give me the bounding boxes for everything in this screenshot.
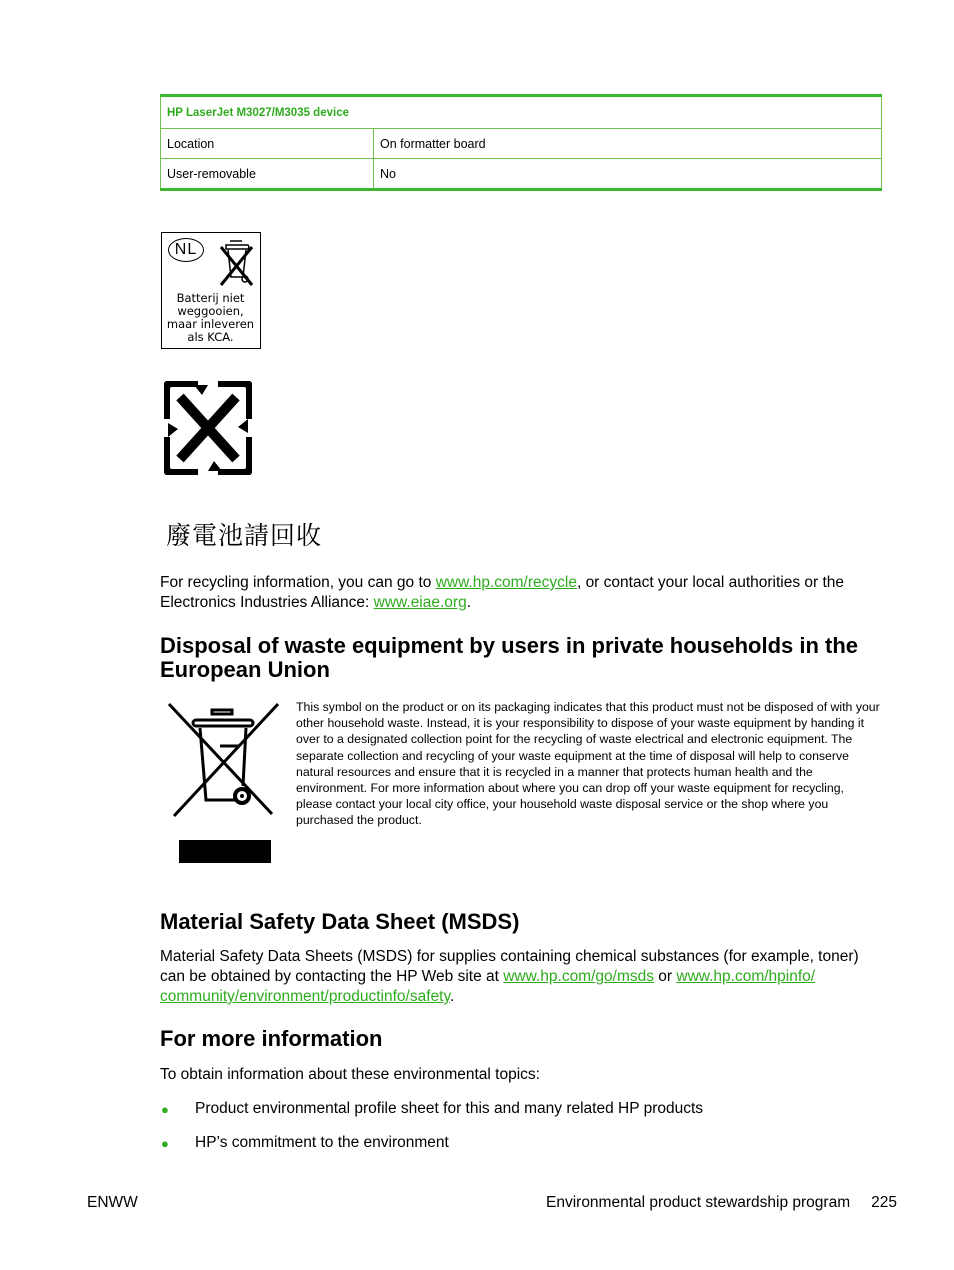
table-cell-label: User-removable: [161, 159, 374, 190]
disposal-heading: Disposal of waste equipment by users in private households in the European Union: [160, 633, 859, 682]
page-number: 225: [871, 1194, 897, 1211]
nl-label-line: weggooien,: [177, 304, 244, 318]
list-item-text: Product environmental profile sheet for this and many related HP products: [195, 1100, 704, 1117]
table-header-row: [161, 96, 882, 129]
msds-text: Material Safety Data Sheets (MSDS) for supplies containing chemical substances (for example, toner) can be obtained by contacting the HP Web site at: [160, 948, 859, 985]
table-cell-label: Location: [161, 129, 374, 159]
chinese-recycling-text: 廢電池請回收: [166, 521, 323, 550]
footer-right: [546, 1193, 897, 1213]
table-header: HP LaserJet M3027/M3035 device: [161, 96, 882, 129]
list-item-text: HP’s commitment to the environment: [195, 1134, 449, 1151]
table-row: [161, 129, 882, 159]
nl-country-badge: [168, 238, 204, 262]
table-cell-value: No: [374, 159, 882, 190]
msds-text: or: [653, 968, 677, 985]
nl-label-line: Batterij niet: [176, 291, 245, 305]
footer-left: ENWW: [87, 1194, 138, 1211]
disposal-paragraph: This symbol on the product or on its packaging indicates that this product must not be disposed of with your other household waste. Instead, it is your responsibility to dispose of your waste equipment by handing it over to a designated collection point for the recycling of waste electrical and electronic equipment. The separate collection and recycling of your waste equipment at the time of disposal will help to conserve natural resources and ensure that it is recycled in a manner that protects human health and the environment. For more information about where you can drop off your waste equipment for recycling, please contact your local city office, your household waste disposal service or the shop where you purchased the product.: [296, 700, 880, 828]
recycling-text: .: [466, 594, 472, 611]
recycling-text: , or contact your local authorities or the Electronics Industries Alliance:: [160, 574, 845, 611]
recycling-paragraph: [160, 573, 882, 613]
bullet-icon: ●: [161, 1136, 169, 1151]
bullet-icon: ●: [161, 1102, 169, 1117]
more-info-heading: For more information: [160, 1026, 383, 1051]
nl-label-line: als KCA.: [187, 330, 234, 344]
recycling-text: For recycling information, you can go to: [160, 574, 436, 591]
more-info-intro: To obtain information about these environmental topics:: [160, 1066, 540, 1083]
battery-spec-table: [160, 94, 882, 191]
msds-link[interactable]: www.hp.com/go/msds: [503, 968, 654, 985]
table-row: [161, 159, 882, 190]
msds-text: .: [450, 988, 455, 1005]
battery-recycling-logo: [164, 381, 252, 475]
nl-battery-label: [161, 232, 261, 349]
table-cell-value: On formatter board: [374, 129, 882, 159]
weee-crossed-bin-icon: [166, 700, 280, 866]
nl-label-text: [162, 292, 259, 344]
crossed-bin-icon: [216, 237, 256, 287]
nl-country-code: NL: [174, 241, 198, 258]
more-info-list: [160, 1099, 882, 1167]
eiae-link[interactable]: www.eiae.org: [373, 594, 467, 611]
hp-recycle-link[interactable]: www.hp.com/recycle: [435, 574, 577, 591]
hpinfo-link-continued[interactable]: community/environment/productinfo/safety: [160, 988, 451, 1005]
nl-label-line: maar inleveren: [166, 317, 255, 331]
msds-heading: Material Safety Data Sheet (MSDS): [160, 909, 520, 934]
hpinfo-link[interactable]: www.hp.com/hpinfo/: [676, 968, 816, 985]
footer-title: Environmental product stewardship program: [546, 1194, 851, 1211]
list-item: [160, 1133, 882, 1167]
list-item: [160, 1099, 882, 1133]
msds-paragraph: [160, 947, 886, 1007]
